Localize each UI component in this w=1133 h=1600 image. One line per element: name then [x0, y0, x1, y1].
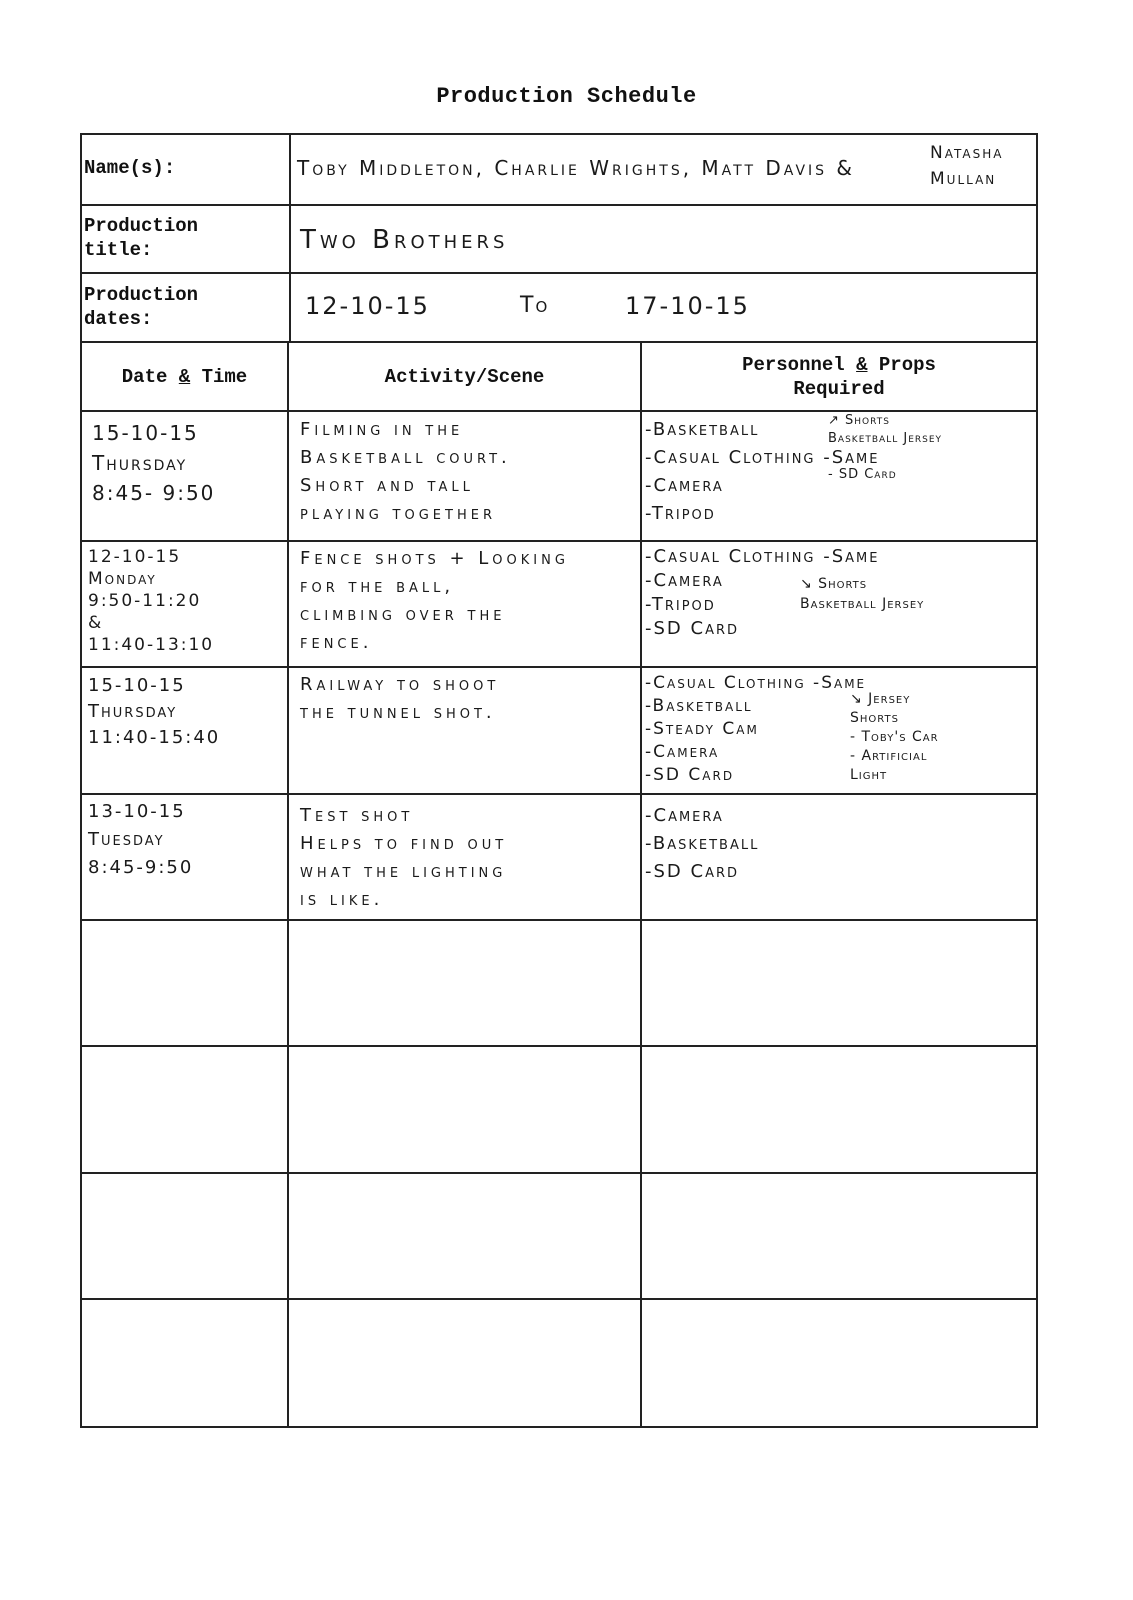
- production-date-start: 12-10-15: [305, 292, 430, 320]
- row-line: [80, 919, 1038, 921]
- info-column-divider: [289, 133, 291, 343]
- row-line: [80, 793, 1038, 795]
- row-1-personnel-note: ↗ Shorts Basketball Jersey - SD Card: [828, 413, 943, 482]
- production-dates-label: Production dates:: [84, 284, 199, 330]
- row-line: [80, 540, 1038, 542]
- row-3-activity: Railway to shoot the tunnel shot.: [300, 674, 500, 723]
- names-value-extra: Natasha Mullan: [930, 143, 1004, 189]
- page-title: Production Schedule: [436, 84, 697, 109]
- header-personnel-amp: &: [856, 353, 868, 376]
- names-label: Name(s):: [84, 157, 176, 179]
- row-2-personnel: -Casual Clothing -Same -Camera -Tripod -SD Card: [645, 546, 880, 639]
- row-2-personnel-note: ↘ Shorts Basketball Jersey: [800, 576, 925, 612]
- row-4-activity: Test shot Helps to find out what the lighting is like.: [300, 805, 508, 910]
- header-personnel-props: [642, 343, 1036, 410]
- schedule-column-divider-2: [640, 341, 642, 1428]
- schedule-column-divider-1: [287, 341, 289, 1428]
- row-3-personnel: -Casual Clothing -Same -Basketball -Steady Cam -Camera -SD Card: [645, 673, 867, 785]
- production-date-end: 17-10-15: [625, 292, 750, 320]
- production-date-to: To: [520, 293, 550, 318]
- header-date-time-amp: &: [178, 365, 191, 388]
- row-2-date-time: 12-10-15 Monday 9:50-11:20 & 11:40-13:10: [88, 547, 215, 655]
- row-3-date-time: 15-10-15 Thursday 11:40-15:40: [88, 675, 221, 748]
- header-personnel-pre: Personnel: [742, 353, 857, 376]
- row-1-personnel: -Basketball -Casual Clothing -Same -Camera -Tripod: [645, 419, 880, 524]
- row-line: [80, 1172, 1038, 1174]
- names-value: Toby Middleton, Charlie Wrights, Matt Davis &: [297, 156, 856, 180]
- row-3-personnel-note: ↘ Jersey Shorts - Toby's Car - Artificial Light: [850, 691, 939, 783]
- header-personnel-post: Props Required: [793, 353, 936, 400]
- row-4-personnel: -Camera -Basketball -SD Card: [645, 805, 760, 882]
- header-date-time-pre: Date: [121, 365, 179, 388]
- row-2-activity: Fence shots + Looking for the ball, climbing over the fence.: [300, 548, 569, 653]
- header-date-time: [82, 343, 287, 410]
- row-4-date-time: 13-10-15 Tuesday 8:45-9:50: [88, 801, 194, 878]
- row-line: [80, 666, 1038, 668]
- row-1-activity: Filming in the Basketball court. Short and tall playing together: [300, 419, 511, 524]
- production-title-value: Two Brothers: [300, 225, 509, 255]
- row-line: [80, 1298, 1038, 1300]
- header-date-time-post: Time: [190, 365, 248, 388]
- divider-title: [80, 272, 1038, 274]
- divider-names: [80, 204, 1038, 206]
- production-title-label: Production title:: [84, 215, 199, 261]
- header-activity: Activity/Scene: [384, 365, 545, 388]
- row-1-date-time: 15-10-15 Thursday 8:45- 9:50: [92, 421, 216, 505]
- row-line: [80, 1045, 1038, 1047]
